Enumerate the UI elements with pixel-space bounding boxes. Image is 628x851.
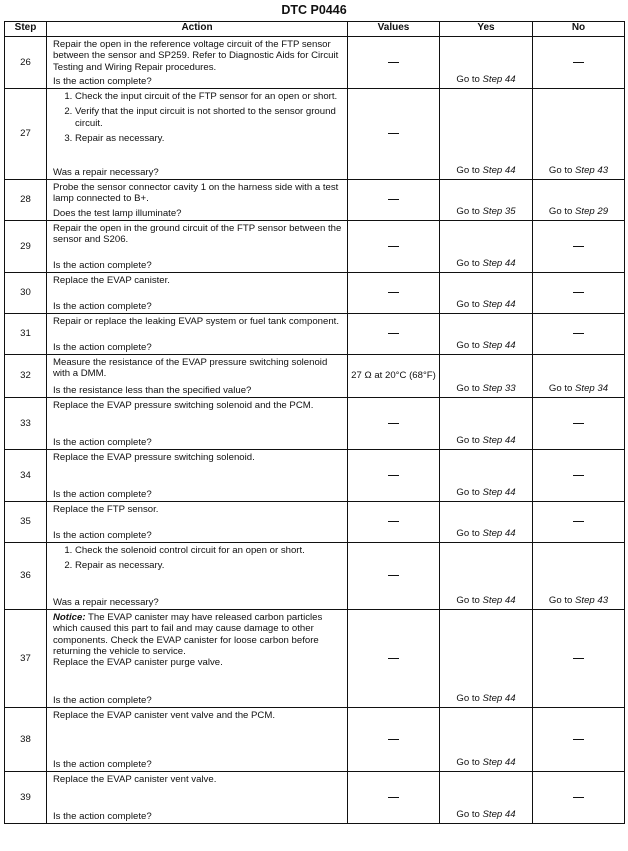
yes-goto-link: Go to Step 44	[456, 756, 516, 768]
table-row	[5, 502, 625, 543]
yes-cell	[440, 221, 533, 273]
action-text: Repair the open in the ground circuit of the FTP sensor between the sensor and S206.	[53, 223, 342, 246]
step-number: 28	[5, 180, 47, 221]
not-applicable-dash	[388, 475, 399, 476]
values-cell	[348, 708, 440, 772]
step-number: 34	[5, 450, 47, 502]
notice-label: Notice:	[53, 612, 86, 623]
action-question: Does the test lamp illuminate?	[53, 207, 182, 219]
no-cell	[533, 502, 625, 543]
not-applicable-dash	[388, 246, 399, 247]
no-cell	[533, 450, 625, 502]
no-goto-link: Go to Step 29	[548, 205, 609, 217]
yes-goto-link: Go to Step 44	[456, 808, 516, 820]
action-text: Replace the EVAP canister vent valve and the PCM.	[53, 710, 276, 721]
yes-goto-link: Go to Step 44	[456, 692, 516, 704]
action-text: Replace the EVAP canister purge valve.	[53, 657, 223, 669]
yes-cell	[440, 450, 533, 502]
yes-cell	[440, 610, 533, 708]
not-applicable-dash	[388, 199, 399, 200]
no-goto-link: Go to Step 43	[548, 164, 609, 176]
yes-cell	[440, 89, 533, 180]
step-number: 31	[5, 314, 47, 355]
table-row	[5, 398, 625, 450]
step-number: 38	[5, 708, 47, 772]
action-text: Measure the resistance of the EVAP pressure switching solenoid with a DMM.	[53, 357, 328, 380]
action-cell	[47, 180, 348, 221]
table-row	[5, 543, 625, 610]
yes-goto-link: Go to Step 44	[456, 164, 516, 176]
action-cell	[47, 502, 348, 543]
yes-goto-link: Go to Step 44	[456, 257, 516, 269]
yes-cell	[440, 543, 533, 610]
yes-goto-link: Go to Step 44	[456, 594, 516, 606]
action-question: Is the action complete?	[53, 259, 152, 271]
no-cell	[533, 398, 625, 450]
not-applicable-dash	[388, 292, 399, 293]
table-row	[5, 180, 625, 221]
action-question: Was a repair necessary?	[53, 166, 159, 178]
yes-cell	[440, 502, 533, 543]
no-cell	[533, 610, 625, 708]
action-steps-list	[53, 91, 343, 144]
yes-goto-link: Go to Step 44	[456, 486, 516, 498]
step-number: 37	[5, 610, 47, 708]
not-applicable-dash	[573, 292, 584, 293]
action-text: Repair or replace the leaking EVAP system or fuel tank component.	[53, 316, 340, 327]
action-cell	[47, 355, 348, 398]
values-cell	[348, 314, 440, 355]
values-cell	[348, 502, 440, 543]
not-applicable-dash	[388, 739, 399, 740]
yes-cell	[440, 398, 533, 450]
header-no: No	[533, 22, 625, 37]
table-row	[5, 450, 625, 502]
step-number: 27	[5, 89, 47, 180]
action-step-item: 1. Check the solenoid control circuit for an open or short.	[75, 545, 343, 556]
step-number: 26	[5, 37, 47, 89]
values-cell	[348, 355, 440, 398]
values-cell	[348, 37, 440, 89]
page-title: DTC P0446	[281, 3, 347, 17]
no-cell	[533, 708, 625, 772]
not-applicable-dash	[388, 62, 399, 63]
not-applicable-dash	[573, 246, 584, 247]
header-action: Action	[47, 22, 348, 37]
action-cell	[47, 314, 348, 355]
yes-cell	[440, 708, 533, 772]
action-question: Is the action complete?	[53, 758, 152, 770]
values-cell	[348, 221, 440, 273]
values-cell	[348, 772, 440, 824]
step-number: 32	[5, 355, 47, 398]
action-question: Is the action complete?	[53, 436, 152, 448]
action-question: Is the action complete?	[53, 488, 152, 500]
action-question: Is the action complete?	[53, 341, 152, 353]
step-number: 29	[5, 221, 47, 273]
action-step-item: 3. Repair as necessary.	[75, 133, 343, 144]
action-text: Replace the EVAP canister vent valve.	[53, 774, 217, 785]
action-step-item: 1. Check the input circuit of the FTP sensor for an open or short.	[75, 91, 343, 102]
no-cell	[533, 89, 625, 180]
action-step-item: 2. Verify that the input circuit is not shorted to the sensor ground circuit.	[75, 106, 343, 129]
not-applicable-dash	[388, 133, 399, 134]
step-number: 33	[5, 398, 47, 450]
no-cell	[533, 37, 625, 89]
step-number: 30	[5, 273, 47, 314]
not-applicable-dash	[388, 521, 399, 522]
action-cell	[47, 450, 348, 502]
values-cell	[348, 450, 440, 502]
action-text: Probe the sensor connector cavity 1 on the harness side with a test lamp connected to B+.	[53, 182, 339, 205]
yes-goto-link: Go to Step 44	[456, 434, 516, 446]
yes-cell	[440, 355, 533, 398]
values-cell	[348, 89, 440, 180]
table-row	[5, 610, 625, 708]
action-question: Is the action complete?	[53, 694, 152, 706]
yes-cell	[440, 180, 533, 221]
no-cell	[533, 180, 625, 221]
no-cell	[533, 543, 625, 610]
action-cell	[47, 610, 348, 708]
not-applicable-dash	[573, 333, 584, 334]
action-text: Replace the EVAP pressure switching solenoid.	[53, 452, 255, 463]
not-applicable-dash	[573, 521, 584, 522]
action-cell	[47, 89, 348, 180]
not-applicable-dash	[573, 62, 584, 63]
table-row	[5, 37, 625, 89]
action-question: Was a repair necessary?	[53, 596, 159, 608]
action-cell	[47, 398, 348, 450]
table-row	[5, 273, 625, 314]
no-goto-link: Go to Step 43	[548, 594, 609, 606]
yes-goto-link: Go to Step 35	[456, 205, 516, 217]
yes-goto-link: Go to Step 44	[456, 73, 516, 85]
not-applicable-dash	[388, 658, 399, 659]
action-step-item: 2. Repair as necessary.	[75, 560, 343, 571]
yes-cell	[440, 273, 533, 314]
diagnostic-table	[4, 21, 625, 824]
values-cell	[348, 398, 440, 450]
not-applicable-dash	[573, 423, 584, 424]
action-steps-list	[53, 545, 343, 572]
action-cell	[47, 708, 348, 772]
yes-cell	[440, 314, 533, 355]
notice-text: The EVAP canister may have released carbon particles which caused this part to fail and may cause damage to other components. Check the EVAP canister for loose carbon before returning the vehicle to service.	[53, 612, 323, 657]
step-number: 36	[5, 543, 47, 610]
not-applicable-dash	[388, 575, 399, 576]
action-cell	[47, 221, 348, 273]
action-text: Replace the FTP sensor.	[53, 504, 159, 515]
table-row	[5, 355, 625, 398]
table-header-row	[5, 22, 625, 37]
values-cell	[348, 543, 440, 610]
table-row	[5, 221, 625, 273]
not-applicable-dash	[388, 423, 399, 424]
yes-goto-link: Go to Step 44	[456, 527, 516, 539]
not-applicable-dash	[573, 797, 584, 798]
action-text: Repair the open in the reference voltage circuit of the FTP sensor between the sensor and SP259. Refer to Diagnostic Aids for Circuit Testing and Wiring Repair procedures.	[53, 39, 339, 73]
spec-value: 27 Ω at 20°C (68°F)	[351, 370, 436, 382]
no-cell	[533, 221, 625, 273]
action-question: Is the action complete?	[53, 529, 152, 541]
yes-goto-link: Go to Step 44	[456, 298, 516, 310]
not-applicable-dash	[573, 475, 584, 476]
step-number: 39	[5, 772, 47, 824]
action-cell	[47, 37, 348, 89]
header-step: Step	[5, 22, 47, 37]
action-cell	[47, 772, 348, 824]
step-number: 35	[5, 502, 47, 543]
values-cell	[348, 610, 440, 708]
action-cell	[47, 273, 348, 314]
not-applicable-dash	[388, 797, 399, 798]
action-text: Replace the EVAP canister.	[53, 275, 170, 286]
header-yes: Yes	[440, 22, 533, 37]
action-question: Is the resistance less than the specified value?	[53, 384, 252, 396]
values-cell	[348, 273, 440, 314]
table-row	[5, 89, 625, 180]
not-applicable-dash	[388, 333, 399, 334]
action-question: Is the action complete?	[53, 75, 152, 87]
table-row	[5, 314, 625, 355]
yes-goto-link: Go to Step 44	[456, 339, 516, 351]
yes-goto-link: Go to Step 33	[456, 382, 516, 394]
table-row	[5, 708, 625, 772]
action-question: Is the action complete?	[53, 810, 152, 822]
no-cell	[533, 273, 625, 314]
action-cell	[47, 543, 348, 610]
no-cell	[533, 772, 625, 824]
not-applicable-dash	[573, 739, 584, 740]
header-values: Values	[348, 22, 440, 37]
no-cell	[533, 355, 625, 398]
not-applicable-dash	[573, 658, 584, 659]
table-row	[5, 772, 625, 824]
yes-cell	[440, 37, 533, 89]
action-text: Replace the EVAP pressure switching solenoid and the PCM.	[53, 400, 314, 411]
no-cell	[533, 314, 625, 355]
yes-cell	[440, 772, 533, 824]
no-goto-link: Go to Step 34	[548, 382, 609, 394]
values-cell	[348, 180, 440, 221]
action-question: Is the action complete?	[53, 300, 152, 312]
